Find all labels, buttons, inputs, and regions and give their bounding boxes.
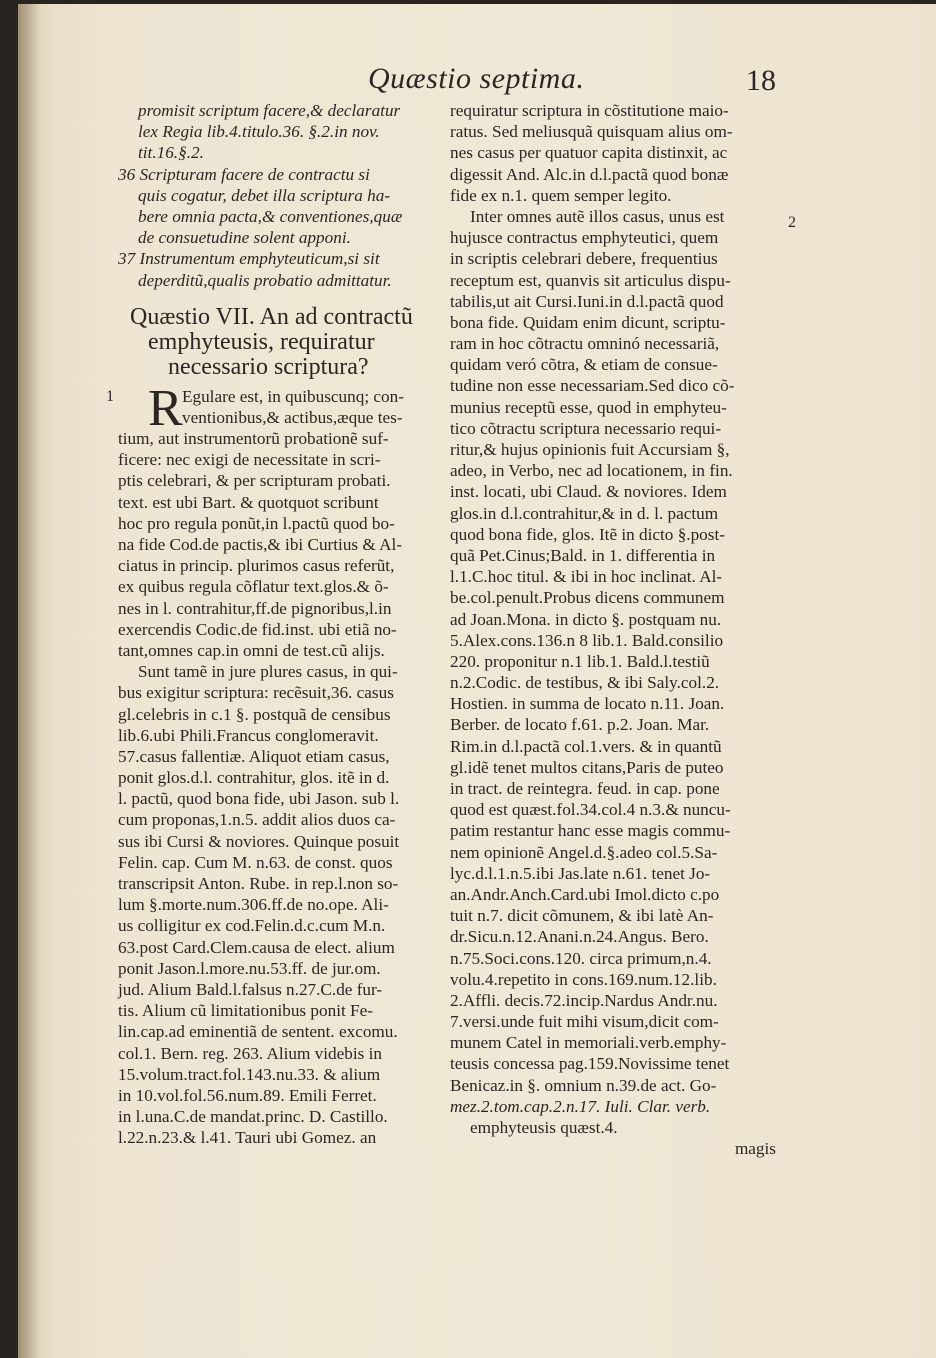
body-line: dr.Sicu.n.12.Anani.n.24.Angus. Bero. — [450, 927, 709, 947]
body-line: ex quibus regula cõflatur text.glos.& õ- — [118, 577, 389, 597]
body-line: Benicaz.in §. omnium n.39.de act. Go- — [450, 1075, 717, 1095]
body-line: lib.6.ubi Phili.Francus conglomeravit. — [118, 725, 379, 745]
body-line: Berber. de locato f.61. p.2. Joan. Mar. — [450, 715, 710, 735]
drop-cap: R — [148, 379, 183, 437]
body-line: in 10.vol.fol.56.num.89. Emili Ferret. — [118, 1085, 377, 1105]
body-line: 63.post Card.Clem.causa de elect. alium — [118, 937, 395, 957]
body-line: na fide Cod.de pactis,& ibi Curtius & Al- — [118, 535, 403, 554]
body-line: tico cõtractu scriptura necessario requi- — [450, 418, 722, 438]
body-line: 5.Alex.cons.136.n 8 lib.1. Bald.consilio — [450, 630, 724, 650]
body-line: tuit n.7. dicit cõmunem, & ibi latè An- — [450, 906, 714, 926]
body-line: be.col.penult.Probus dicens communem — [450, 588, 725, 608]
body-line: lyc.d.l.1.n.5.ibi Jas.late n.61. tenet Jo- — [450, 863, 711, 883]
body-line: l.22.n.23.& l.41. Tauri ubi Gomez. an — [118, 1128, 377, 1148]
summary-line: promisit scriptum facere,& declaratur — [138, 101, 401, 120]
body-line: adeo, in Verbo, nec ad locationem, in fin. — [450, 461, 733, 481]
body-line: receptum est, quanvis sit articulus dispu- — [450, 270, 731, 290]
body-line: lin.cap.ad eminentiã de sentent. excomu. — [118, 1022, 398, 1042]
summary-line: 37 Instrumentum emphyteuticum,si sit — [118, 249, 380, 269]
folio-number: 18 — [746, 64, 776, 97]
body-line: munem Catel in memoriali.verb.emphy- — [450, 1033, 727, 1053]
body-line: Sunt tamẽ in jure plures casus, in qui- — [138, 662, 398, 682]
body-line: ponit Jason.l.more.nu.53.ff. de jur.om. — [118, 958, 381, 978]
body-line: exercendis Codic.de fid.inst. ubi etiã no- — [118, 619, 397, 639]
body-line: ptis celebrari, & per scripturam probati. — [118, 471, 391, 491]
body-line: quod est quæst.fol.34.col.4 n.3.& nuncu- — [450, 800, 731, 820]
marginal-number: 2 — [788, 214, 796, 231]
body-line: teusis concessa pag.159.Novissime tenet — [450, 1054, 730, 1074]
heading-line: Quæstio VII. An ad contractũ — [130, 303, 413, 330]
body-line: ritur,& hujus opinionis fuit Accursiam §, — [450, 440, 730, 459]
body-line: sus ibi Cursi & noviores. Quinque posuit — [118, 831, 400, 851]
body-line: glos.in d.l.contrahitur,& in d. l. pactum — [450, 503, 719, 523]
running-head: Quæstio septima. — [368, 62, 585, 95]
body-line: transcripsit Anton. Rube. in rep.l.non so- — [118, 874, 399, 893]
body-line: ciatus in princip. plurimos casus referũt, — [118, 556, 395, 576]
body-line: Hostien. in summa de locato n.11. Joan. — [450, 694, 725, 714]
summary-line: quis cogatur, debet illa scriptura ha- — [138, 185, 391, 205]
body-line: an.Andr.Anch.Card.ubi Imol.dicto c.po — [450, 884, 720, 904]
body-line: l.1.C.hoc titul. & ibi in hoc inclinat. Al- — [450, 567, 723, 587]
summary-line: tit.16.§.2. — [138, 143, 204, 163]
body-line: ficere: nec exigi de necessitate in scri- — [118, 450, 381, 470]
body-line: 15.volum.tract.fol.143.nu.33. & alium — [118, 1064, 381, 1084]
body-line: cum proponas,1.n.5. addit alios duos ca- — [118, 810, 396, 830]
body-line: quidam veró cõtra, & etiam de consue- — [450, 355, 718, 375]
body-line: hujusce contractus emphyteutici, quem — [450, 228, 719, 248]
body-line: Rim.in d.l.pactã col.1.vers. & in quantũ — [450, 736, 722, 756]
body-line: ram in hoc cõtractu omninó necessariã, — [450, 334, 720, 354]
body-line: inst. locati, ubi Claud. & noviores. Idem — [450, 482, 727, 502]
body-line: in scriptis celebrari debere, frequentius — [450, 249, 718, 269]
body-line: tabilis,ut ait Cursi.Iuni.in d.l.pactã quod — [450, 291, 724, 311]
body-line: tant,omnes cap.in omni de test.cũ alijs. — [118, 640, 385, 660]
body-line: emphyteusis quæst.4. — [470, 1118, 618, 1137]
body-line: in l.una.C.de mandat.princ. D. Castillo. — [118, 1107, 388, 1127]
paragraph-number: 1 — [106, 387, 114, 405]
summary-line: deperditũ,qualis probatio admittatur. — [138, 270, 392, 290]
body-line: digessit And. Alc.in d.l.pactã quod bonæ — [450, 164, 729, 184]
body-line: ponit glos.d.l. contrahitur, glos. itẽ in d. — [118, 768, 390, 788]
body-line: ad Joan.Mona. in dicto §. postquam nu. — [450, 609, 722, 629]
summary-line: bere omnia pacta,& conventiones,quæ — [138, 206, 403, 226]
body-text — [106, 379, 448, 1149]
body-line: tis. Alium cũ limitationibus ponit Fe- — [118, 1001, 373, 1021]
body-line: ventionibus,& actibus,æque tes- — [182, 407, 403, 427]
body-line: munius receptũ esse, quod in emphyteu- — [450, 397, 727, 417]
left-column — [106, 100, 448, 1148]
body-line: nem opinionẽ Angel.d.§.adeo col.5.Sa- — [450, 842, 718, 862]
body-line: ratus. Sed meliusquã quisquam alius om- — [450, 122, 733, 142]
body-line: tudine non esse necessariam.Sed dico cõ- — [450, 376, 735, 396]
body-line: gl.celebris in c.1 §. postquã de censibus — [118, 704, 391, 724]
body-line: nes casus per quatuor capita distinxit, ac — [450, 143, 728, 163]
summary-line: 36 Scripturam facere de contractu si — [118, 164, 370, 184]
body-line: 57.casus fallentiæ. Aliquot etiam casus, — [118, 746, 390, 766]
body-line: nes in l. contrahitur,ff.de pignoribus,l.in — [118, 598, 392, 618]
body-line: 2.Affli. decis.72.incip.Nardus Andr.nu. — [450, 990, 718, 1010]
body-line: us colligitur ex cod.Felin.d.c.cum M.n. — [118, 916, 386, 936]
question-heading — [118, 305, 448, 380]
body-line: n.2.Codic. de testibus, & ibi Saly.col.2. — [450, 673, 720, 693]
body-line: jud. Alium Bald.l.falsus n.27.C.de fur- — [118, 979, 383, 999]
body-line: 7.versi.unde fuit mihi visum,dicit com- — [450, 1012, 719, 1032]
body-line: hoc pro regula ponũt,in l.pactũ quod bo- — [118, 513, 395, 533]
body-line: mez.2.tom.cap.2.n.17. Iuli. Clar. verb. — [450, 1096, 711, 1116]
body-line: in tract. de reintegra. feud. in cap. pone — [450, 779, 720, 798]
body-line: tium, aut instrumentorũ probationẽ suf- — [118, 429, 389, 449]
body-line: quã Pet.Cinus;Bald. in 1. differentia in — [450, 545, 716, 565]
body-line: volu.4.repetito in cons.169.num.12.lib. — [450, 969, 717, 989]
heading-line: necessario scriptura? — [168, 353, 369, 380]
body-line: l. pactũ, quod bona fide, ubi Jason. sub l. — [118, 789, 400, 809]
body-line: col.1. Bern. reg. 263. Alium videbis in — [118, 1043, 382, 1063]
body-line: text. est ubi Bart. & quotquot scribunt — [118, 492, 379, 512]
body-line: patim restantur hanc esse magis commu- — [450, 821, 731, 841]
body-line: bus exigitur scriptura: recẽsuit,36. casus — [118, 683, 394, 703]
catchword: magis — [734, 1139, 776, 1159]
body-line: fide ex n.1. quem semper legito. — [450, 185, 672, 205]
summary-entries — [118, 100, 448, 291]
body-line: gl.idẽ tenet multos citans,Paris de puteo — [450, 757, 724, 777]
body-line: requiratur scriptura in cõstitutione maio- — [450, 101, 729, 120]
heading-line: emphyteusis, requiratur — [148, 328, 375, 355]
summary-line: lex Regia lib.4.titulo.36. §.2.in nov. — [138, 122, 380, 142]
body-line: 220. proponitur n.1 lib.1. Bald.l.testiũ — [450, 651, 710, 671]
body-line: lum §.morte.num.306.ff.de no.ope. Ali- — [118, 895, 389, 915]
summary-line: de consuetudine solent apponi. — [138, 228, 351, 248]
body-line: Inter omnes autẽ illos casus, unus est — [470, 206, 725, 226]
body-line: Egulare est, in quibuscunq; con- — [182, 386, 404, 406]
body-line: bona fide. Quidam enim dicunt, scriptu- — [450, 312, 726, 332]
body-line: n.75.Soci.cons.120. circa primum,n.4. — [450, 948, 712, 968]
book-page — [18, 4, 936, 1358]
body-line: Felin. cap. Cum M. n.63. de const. quos — [118, 852, 393, 872]
right-column — [450, 100, 796, 1159]
body-line: quod bona fide, glos. Itẽ in dicto §.post- — [450, 524, 725, 544]
